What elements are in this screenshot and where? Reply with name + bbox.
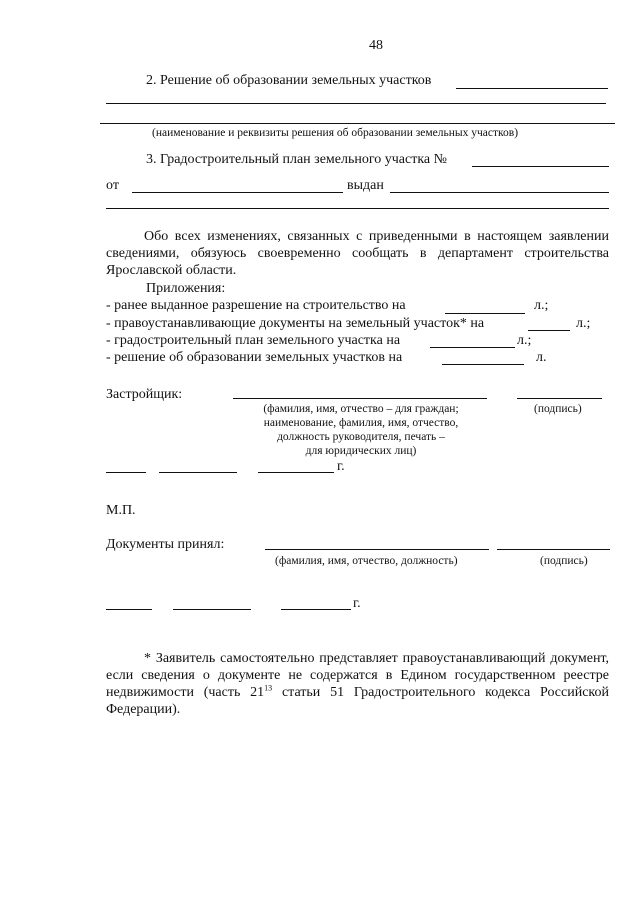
item3-issued-label: выдан [347, 178, 384, 193]
item3-from-label: от [106, 178, 119, 193]
obligation-text: Обо всех изменениях, связанных с приведенными в настоящем заявлении сведениями, обязуюсь своевременно сообщать в департамент строительства Ярославской области. [106, 229, 609, 278]
accepted-month-line[interactable] [173, 609, 251, 610]
accepted-name-caption: (фамилия, имя, отчество, должность) [275, 555, 458, 567]
developer-caption-line: наименование, фамилия, имя, отчество, [263, 417, 459, 429]
stamp-label: М.П. [106, 503, 136, 518]
footnote-superscript: 13 [264, 683, 273, 693]
item2-continuation-line[interactable] [106, 103, 606, 104]
developer-name-caption [236, 402, 486, 458]
accepted-day-line[interactable] [106, 609, 152, 610]
attachment-permit-suffix: л.; [534, 298, 549, 313]
attachment-item-decision: - решение об образовании земельных участков на [106, 350, 403, 365]
attachment-title-docs-pages-line[interactable] [528, 330, 570, 331]
developer-year-suffix: г. [337, 459, 345, 474]
accepted-year-line[interactable] [281, 609, 351, 610]
accepted-signature-line[interactable] [497, 549, 610, 550]
attachment-decision-pages-line[interactable] [442, 364, 524, 365]
page-number: 48 [369, 38, 383, 53]
developer-caption-line: должность руководителя, печать – [277, 431, 445, 443]
developer-day-line[interactable] [106, 472, 146, 473]
item2-label: 2. Решение об образовании земельных участков [146, 73, 432, 88]
attachment-plan-suffix: л.; [517, 333, 532, 348]
attachment-item-permit: - ранее выданное разрешение на строительство на [106, 298, 406, 313]
developer-label: Застройщик: [106, 387, 183, 402]
attachment-permit-pages-line[interactable] [445, 313, 525, 314]
developer-name-line[interactable] [233, 398, 487, 399]
accepted-name-line[interactable] [265, 549, 489, 550]
attachment-title-docs-suffix: л.; [576, 316, 591, 331]
accepted-label: Документы принял: [106, 537, 225, 552]
item2-rule [100, 123, 615, 124]
item2-caption: (наименование и реквизиты решения об образовании земельных участков) [152, 127, 519, 139]
footnote-paragraph [106, 650, 609, 718]
attachment-decision-suffix: л. [536, 350, 547, 365]
developer-caption-line: (фамилия, имя, отчество – для граждан; [263, 403, 459, 415]
item3-continuation-line[interactable] [106, 208, 609, 209]
item3-label: 3. Градостроительный план земельного участка № [146, 152, 447, 167]
accepted-signature-caption: (подпись) [540, 555, 588, 567]
developer-signature-caption: (подпись) [534, 403, 582, 415]
obligation-paragraph [106, 228, 609, 279]
item3-issuer-line[interactable] [390, 192, 609, 193]
footnote-text-after: статьи 51 Градостроительного кодекса Российской Федерации). [106, 685, 609, 717]
footnote-text: * Заявитель самостоятельно представляет правоустанавливающий документ, если сведения о документе не содержатся в Едином государственном реестре недвижимости (часть 21 [106, 651, 609, 700]
developer-signature-line[interactable] [517, 398, 602, 399]
developer-caption-line: для юридических лиц) [305, 445, 417, 457]
item2-blank-line[interactable] [456, 88, 608, 89]
item3-number-line[interactable] [472, 166, 609, 167]
developer-month-line[interactable] [159, 472, 237, 473]
developer-year-line[interactable] [258, 472, 334, 473]
attachment-item-title-docs: - правоустанавливающие документы на земельный участок* на [106, 316, 485, 331]
attachment-item-plan: - градостроительный план земельного участка на [106, 333, 401, 348]
accepted-year-suffix: г. [353, 596, 361, 611]
attachment-plan-pages-line[interactable] [430, 347, 515, 348]
item3-date-line[interactable] [132, 192, 343, 193]
attachments-heading: Приложения: [146, 281, 226, 296]
